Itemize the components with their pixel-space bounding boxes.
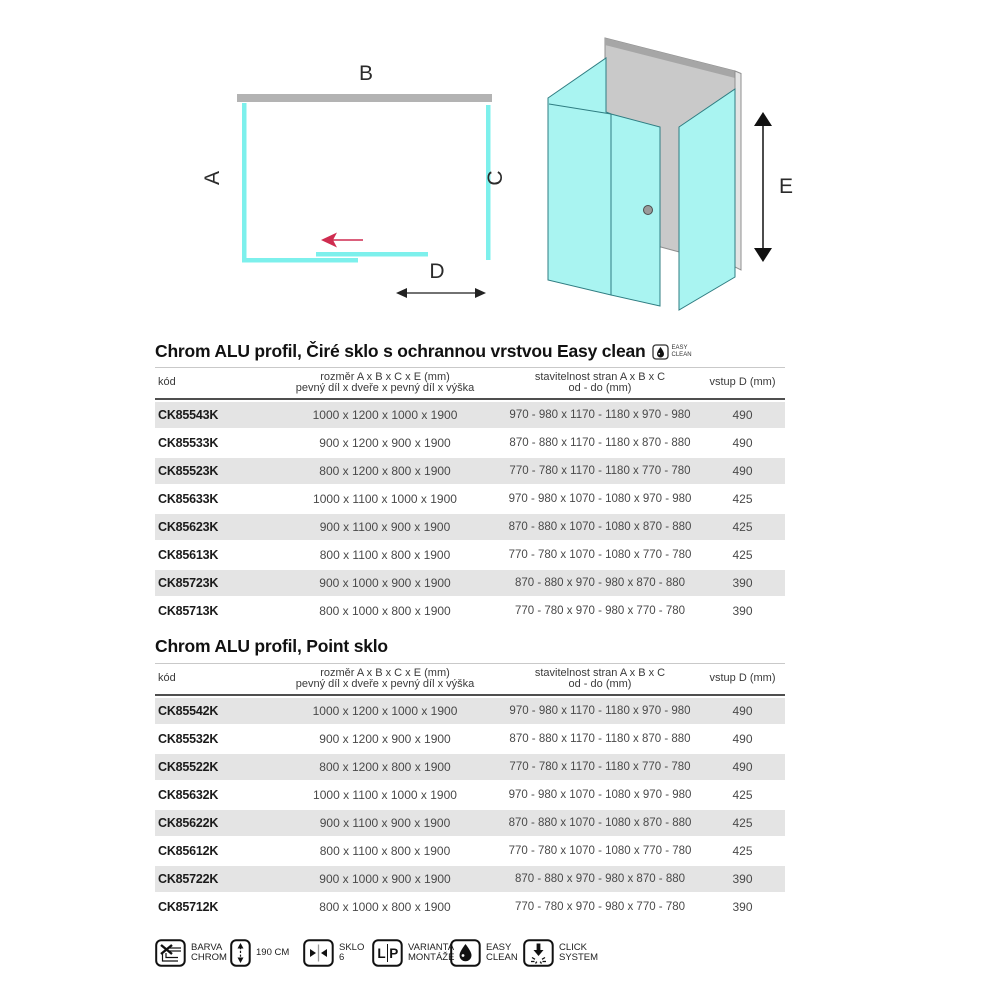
product-code: CK85723K <box>158 576 219 590</box>
product-range: 770 - 780 x 970 - 980 x 770 - 780 <box>514 901 686 913</box>
table-row <box>155 866 785 892</box>
col-header-size: rozměr A x B x C x E (mm) pevný díl x dveře x pevný díl x výška <box>295 666 475 690</box>
product-entry: 390 <box>732 576 753 590</box>
legend-barva-chrom <box>155 939 227 967</box>
legend-click-system <box>523 939 598 967</box>
height-icon <box>230 939 251 967</box>
product-range: 870 - 880 x 970 - 980 x 870 - 880 <box>514 577 686 589</box>
product-range: 870 - 880 x 1170 - 1180 x 870 - 880 <box>509 437 691 449</box>
product-size: 900 x 1200 x 900 x 1900 <box>319 732 451 746</box>
floor-plan-diagram <box>201 62 507 298</box>
product-range: 870 - 880 x 1070 - 1080 x 870 - 880 <box>508 817 692 829</box>
product-entry: 490 <box>732 704 753 718</box>
wall-bar <box>237 94 492 102</box>
table-row <box>155 402 785 428</box>
product-entry: 425 <box>732 844 753 858</box>
barva-chrom-icon <box>155 939 186 967</box>
product-size: 1000 x 1100 x 1000 x 1900 <box>313 788 457 802</box>
product-code: CK85622K <box>158 816 219 830</box>
product-range: 770 - 780 x 1070 - 1080 x 770 - 780 <box>508 549 692 561</box>
section1-title <box>155 341 692 362</box>
technical-diagrams <box>0 0 1000 330</box>
product-size: 1000 x 1100 x 1000 x 1900 <box>313 492 457 506</box>
product-range: 770 - 780 x 1170 - 1180 x 770 - 780 <box>509 761 691 773</box>
product-range: 870 - 880 x 1070 - 1080 x 870 - 880 <box>508 521 692 533</box>
section2-title-text: Chrom ALU profil, Point sklo <box>155 636 388 656</box>
product-size: 800 x 1200 x 800 x 1900 <box>319 464 451 478</box>
glass-panel-right <box>679 89 735 310</box>
section1-title-text: Chrom ALU profil, Čiré sklo s ochrannou vrstvou Easy clean <box>155 341 646 361</box>
product-code: CK85523K <box>158 464 219 478</box>
legend-label: VARIANTA MONTÁŽE <box>408 941 455 963</box>
svg-text:P: P <box>389 946 399 961</box>
dimension-label-e: E <box>778 175 794 198</box>
product-code: CK85632K <box>158 788 219 802</box>
product-size: 900 x 1100 x 900 x 1900 <box>319 816 451 830</box>
product-size: 900 x 1000 x 900 x 1900 <box>319 576 451 590</box>
product-code: CK85623K <box>158 520 219 534</box>
col-header-size: rozměr A x B x C x E (mm) pevný díl x dveře x pevný díl x výška <box>295 370 475 394</box>
product-entry: 425 <box>732 816 753 830</box>
glass-thickness-icon <box>303 939 334 967</box>
table-row <box>155 458 785 484</box>
isometric-diagram <box>548 38 793 310</box>
product-size: 1000 x 1200 x 1000 x 1900 <box>312 704 458 718</box>
col-header-code: kód <box>158 672 176 685</box>
glass-side-a <box>242 103 247 262</box>
glass-fixed-bottom <box>242 258 358 263</box>
product-range: 970 - 980 x 1170 - 1180 x 970 - 980 <box>509 705 691 717</box>
product-size: 900 x 1000 x 900 x 1900 <box>319 872 451 886</box>
product-range: 770 - 780 x 1170 - 1180 x 770 - 780 <box>509 465 691 477</box>
product-code: CK85613K <box>158 548 219 562</box>
product-entry: 390 <box>732 604 753 618</box>
col-header-adjustability: stavitelnost stran A x B x C od - do (mm) <box>534 370 666 394</box>
table-row <box>155 726 785 752</box>
back-wall-front-edge <box>735 71 741 270</box>
product-entry: 490 <box>732 732 753 746</box>
table-row <box>155 570 785 596</box>
table-row <box>155 430 785 456</box>
product-size: 900 x 1100 x 900 x 1900 <box>319 520 451 534</box>
product-entry: 490 <box>732 408 753 422</box>
product-code: CK85543K <box>158 408 219 422</box>
table-row <box>155 782 785 808</box>
product-code: CK85633K <box>158 492 219 506</box>
product-size: 800 x 1200 x 800 x 1900 <box>319 760 451 774</box>
product-code: CK85542K <box>158 704 219 718</box>
svg-text:L: L <box>377 946 386 961</box>
easy-clean-icon <box>450 939 481 967</box>
legend-label: CLICK SYSTEM <box>559 941 599 963</box>
product-entry: 425 <box>732 520 753 534</box>
product-size: 1000 x 1200 x 1000 x 1900 <box>312 408 458 422</box>
product-code: CK85612K <box>158 844 219 858</box>
table2-body <box>155 698 785 920</box>
col-header-entry: vstup D (mm) <box>709 672 776 685</box>
table-row <box>155 514 785 540</box>
table-row <box>155 810 785 836</box>
glass-panel-left <box>548 58 611 295</box>
dimension-label-d: D <box>429 260 445 283</box>
click-system-icon <box>523 939 554 967</box>
table1-header <box>155 367 785 400</box>
table1 <box>155 367 785 626</box>
product-entry: 490 <box>732 436 753 450</box>
col-header-adjustability: stavitelnost stran A x B x C od - do (mm) <box>534 666 666 690</box>
legend-height <box>230 939 289 967</box>
entry-width-arrow <box>396 288 486 298</box>
section2-title <box>155 636 388 657</box>
product-range: 970 - 980 x 1070 - 1080 x 970 - 980 <box>508 493 692 505</box>
product-entry: 490 <box>732 464 753 478</box>
table2-header <box>155 663 785 696</box>
glass-sliding-door <box>316 252 428 257</box>
product-size: 900 x 1200 x 900 x 1900 <box>319 436 451 450</box>
product-size: 800 x 1100 x 800 x 1900 <box>319 548 451 562</box>
product-range: 970 - 980 x 1070 - 1080 x 970 - 980 <box>508 789 692 801</box>
table-row <box>155 542 785 568</box>
product-entry: 425 <box>732 548 753 562</box>
product-range: 770 - 780 x 1070 - 1080 x 770 - 780 <box>508 845 692 857</box>
product-code: CK85712K <box>158 900 219 914</box>
product-size: 800 x 1000 x 800 x 1900 <box>319 900 451 914</box>
table-row <box>155 894 785 920</box>
table-row <box>155 698 785 724</box>
easy-clean-badge-label: EASY CLEAN <box>671 345 692 358</box>
legend-label: EASY CLEAN <box>486 941 518 963</box>
door-handle <box>644 206 653 215</box>
dimension-label-c: C <box>484 170 507 186</box>
product-entry: 390 <box>732 900 753 914</box>
product-range: 870 - 880 x 970 - 980 x 870 - 880 <box>514 873 686 885</box>
easy-clean-badge <box>652 344 692 360</box>
product-range: 870 - 880 x 1170 - 1180 x 870 - 880 <box>509 733 691 745</box>
table-row <box>155 598 785 624</box>
product-range: 970 - 980 x 1170 - 1180 x 970 - 980 <box>509 409 691 421</box>
legend-easy-clean <box>450 939 518 967</box>
height-dimension-arrow <box>754 112 772 262</box>
product-range: 770 - 780 x 970 - 980 x 770 - 780 <box>514 605 686 617</box>
legend-label: 190 CM <box>256 946 290 958</box>
product-entry: 425 <box>732 492 753 506</box>
col-header-entry: vstup D (mm) <box>709 376 776 389</box>
product-code: CK85722K <box>158 872 219 886</box>
product-entry: 490 <box>732 760 753 774</box>
product-code: CK85532K <box>158 732 219 746</box>
door-direction-arrow <box>321 233 363 248</box>
legend-label: SKLO 6 <box>339 941 365 963</box>
product-code: CK85533K <box>158 436 219 450</box>
legend-label: BARVA CHROM <box>191 941 227 963</box>
table-row <box>155 754 785 780</box>
table2 <box>155 663 785 922</box>
table-row <box>155 838 785 864</box>
dimension-label-a: A <box>201 170 224 186</box>
legend-varianta <box>372 939 454 967</box>
product-entry: 425 <box>732 788 753 802</box>
col-header-code: kód <box>158 376 176 389</box>
product-size: 800 x 1100 x 800 x 1900 <box>319 844 451 858</box>
table1-body <box>155 402 785 624</box>
product-code: CK85713K <box>158 604 219 618</box>
product-code: CK85522K <box>158 760 219 774</box>
product-size: 800 x 1000 x 800 x 1900 <box>319 604 451 618</box>
legend-sklo <box>303 939 364 967</box>
product-entry: 390 <box>732 872 753 886</box>
dimension-label-b: B <box>358 62 374 85</box>
lp-variant-icon <box>372 939 403 967</box>
table-row <box>155 486 785 512</box>
easy-clean-droplet-icon <box>652 344 669 360</box>
